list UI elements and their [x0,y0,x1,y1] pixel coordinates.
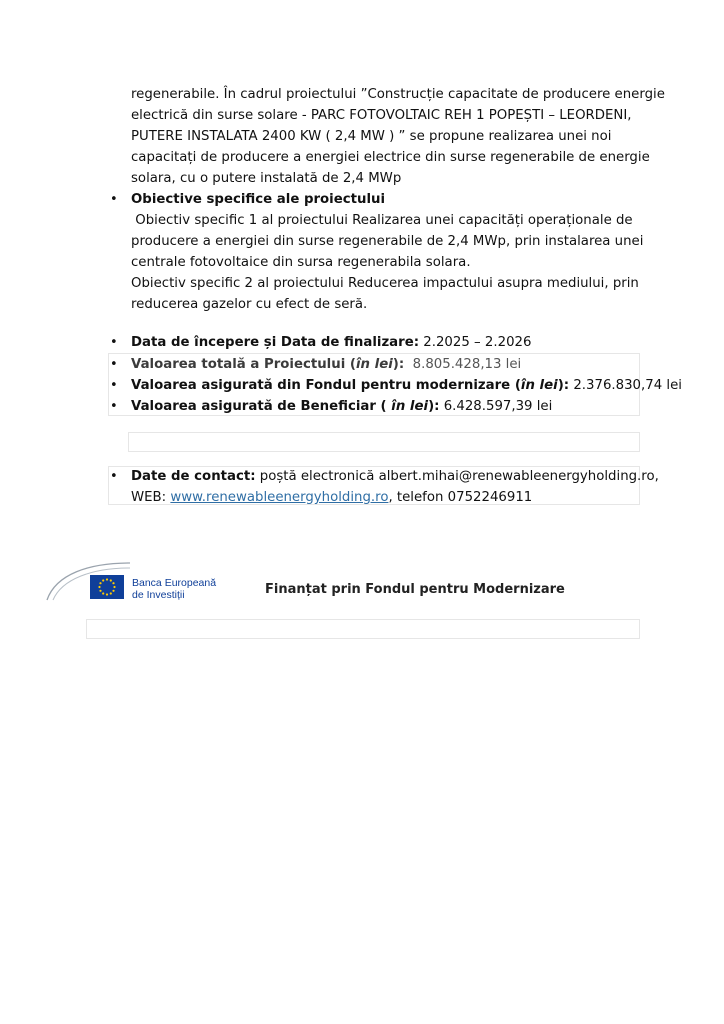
intro-line: capacitați de producere a energiei electrice din surse regenerabile de energie [131,150,650,165]
dates-value: 2.2025 – 2.2026 [419,335,532,350]
contact-email[interactable]: poștă electronică albert.mihai@renewableenergyholding.ro, [255,469,659,484]
fund-value-amount: 2.376.830,74 lei [569,378,682,393]
bullet-icon: • [110,469,118,484]
web-label: WEB: [131,490,171,505]
objective-line: centrale fotovoltaice din sursa regenerabila solara. [131,255,471,270]
contact-label: Date de contact: [131,469,256,484]
total-value-row [131,354,631,375]
bullet-icon: • [110,335,118,350]
website-link[interactable]: www.renewableenergyholding.ro [170,490,389,505]
footer-frame [86,619,640,639]
intro-paragraph [131,84,665,189]
objective-line: reducerea gazelor cu efect de seră. [131,297,368,312]
intro-line: electrică din surse solare - PARC FOTOVOLTAIC REH 1 POPEȘTI – LEORDENI, [131,108,632,123]
intro-line: PUTERE INSTALATA 2400 KW ( 2,4 MW ) ” se propune realizarea unei noi [131,129,612,144]
eib-logo [44,558,244,604]
objectives-section [131,189,644,315]
beneficiary-value-row [131,396,631,417]
fund-value-row [131,375,682,396]
bank-name-line: Banca Europeană [132,577,217,589]
objectives-heading: Obiective specifice ale proiectului [131,192,386,207]
fund-value-label: Valoarea asigurată din Fondul pentru modernizare (în lei): [131,378,570,393]
bullet-icon: • [110,378,118,393]
beneficiary-value-amount: 6.428.597,39 lei [439,399,553,414]
empty-frame [128,432,640,452]
eu-flag-icon [90,575,124,599]
objective-line: Obiectiv specific 1 al proiectului Realizarea unei capacități operaționale de [131,213,633,228]
contact-section [131,466,659,508]
bullet-icon: • [110,357,118,372]
objective-line: producere a energiei din surse regenerabile de 2,4 MWp, prin instalarea unei [131,234,644,249]
dates-label: Data de începere și Data de finalizare: [131,335,420,350]
dates-row [131,332,631,353]
intro-line: regenerabile. În cadrul proiectului ”Construcție capacitate de producere energie [131,87,665,102]
intro-line: solara, cu o putere instalată de 2,4 MWp [131,171,402,186]
total-value-amount: 8.805.428,13 lei [404,357,522,372]
bullet-icon: • [110,192,118,207]
total-value-label: Valoarea totală a Proiectului (în lei): [131,357,405,372]
bank-name [132,577,216,601]
beneficiary-value-label: Valoarea asigurată de Beneficiar ( în lei): [131,399,440,414]
objective-line: Obiectiv specific 2 al proiectului Reducerea impactului asupra mediului, prin [131,276,639,291]
contact-phone: , telefon 0752246911 [388,490,533,505]
bank-name-line: de Investiții [132,589,185,601]
bullet-icon: • [110,399,118,414]
funded-by-text: Finanțat prin Fondul pentru Modernizare [265,582,565,597]
